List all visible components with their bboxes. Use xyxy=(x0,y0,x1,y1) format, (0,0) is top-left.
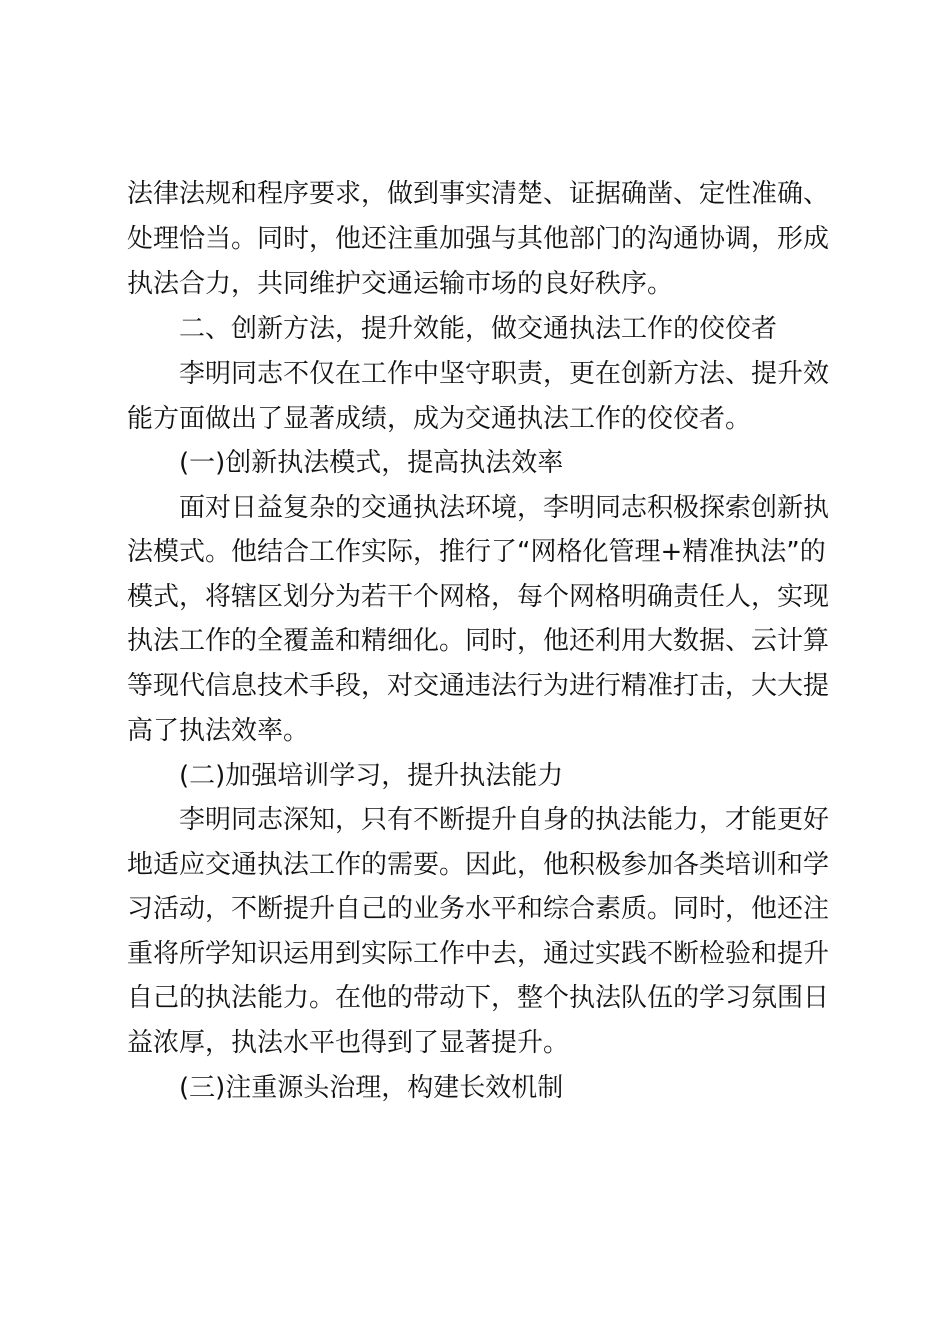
subsection-heading: (三)注重源头治理，构建长效机制 xyxy=(179,1073,564,1103)
body-text-line: 能方面做出了显著成绩，成为交通执法工作的佼佼者。 xyxy=(127,404,752,434)
section-heading: 二、创新方法，提升效能，做交通执法工作的佼佼者 xyxy=(179,314,778,344)
body-text-line: 李明同志不仅在工作中坚守职责，更在创新方法、提升效 xyxy=(179,359,830,389)
body-text-line: 益浓厚，执法水平也得到了显著提升。 xyxy=(127,1028,570,1058)
body-text-line: 李明同志深知，只有不断提升自身的执法能力，才能更好 xyxy=(179,805,830,835)
body-text-line: 模式，将辖区划分为若干个网格，每个网格明确责任人，实现 xyxy=(127,582,830,612)
body-text-line: 习活动，不断提升自己的业务水平和综合素质。同时，他还注 xyxy=(127,894,830,924)
body-text-line: 高了执法效率。 xyxy=(127,716,310,746)
body-text-line: 面对日益复杂的交通执法环境，李明同志积极探索创新执 xyxy=(179,493,830,523)
body-text-line: 执法工作的全覆盖和精细化。同时，他还利用大数据、云计算 xyxy=(127,626,830,656)
body-text-line: 重将所学知识运用到实际工作中去，通过实践不断检验和提升 xyxy=(127,939,830,969)
body-text-line: 地适应交通执法工作的需要。因此，他积极参加各类培训和学 xyxy=(127,850,830,880)
body-text-line: 执法合力，共同维护交通运输市场的良好秩序。 xyxy=(127,269,674,299)
body-text-line: 法律法规和程序要求，做到事实清楚、证据确凿、定性准确、 xyxy=(127,179,830,209)
subsection-heading: (一)创新执法模式，提高执法效率 xyxy=(179,448,564,478)
subsection-heading: (二)加强培训学习，提升执法能力 xyxy=(179,761,564,791)
body-text-line: 等现代信息技术手段，对交通违法行为进行精准打击，大大提 xyxy=(127,671,830,701)
body-text-line: 自己的执法能力。在他的带动下，整个执法队伍的学习氛围日 xyxy=(127,983,830,1013)
body-text-line: 处理恰当。同时，他还注重加强与其他部门的沟通协调，形成 xyxy=(127,224,830,254)
body-text-line: 法模式。他结合工作实际，推行了“网格化管理+精准执法”的 xyxy=(127,537,826,567)
